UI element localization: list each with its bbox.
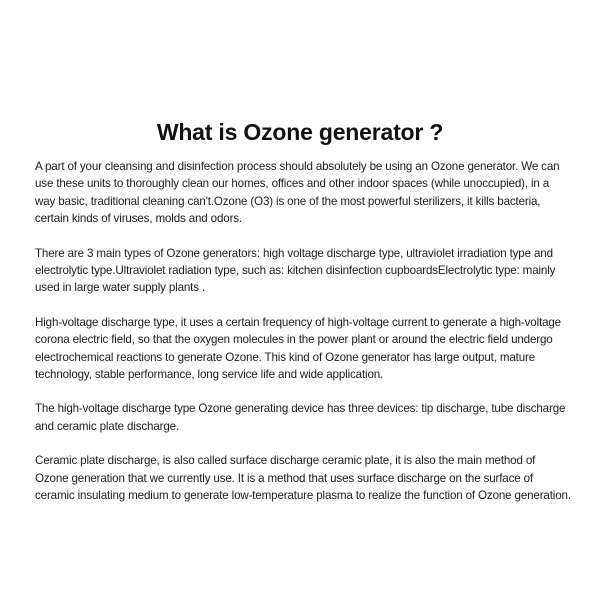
paragraph-high-voltage: High-voltage discharge type, it uses a certain frequency of high-voltage current to generate a high-voltage corona electric field, so that the oxygen molecules in the power plant or around the electric field undergo electrochemical reactions to generate Ozone. This kind of Ozone generator has large output, mature technology, stable performance, long service life and wide application. xyxy=(35,315,561,382)
paragraph-ceramic-plate: Ceramic plate discharge, is also called surface discharge ceramic plate, it is also the main method of Ozone generation that we currently use. It is a method that uses surface discharge on the surface of ceramic insulating medium to generate low-temperature plasma to realize the function of Ozone generation. xyxy=(35,454,571,503)
paragraph-devices: The high-voltage discharge type Ozone generating device has three devices: tip discharge, tube discharge and ceramic plate discharge. xyxy=(35,402,566,433)
article-title: What is Ozone generator ? xyxy=(156,119,444,145)
paragraph-intro: A part of your cleansing and disinfection process should absolutely be using an Ozone generator. We can use these units to thoroughly clean our homes, offices and other indoor spaces (while unoccupied), in a way basic, traditional cleaning can't.Ozone (O3) is one of the most powerful sterilizers, it kills bacteria, certain kinds of viruses, molds and odors. xyxy=(35,160,560,226)
article-body xyxy=(35,158,571,522)
paragraph-types: There are 3 main types of Ozone generators: high voltage discharge type, ultraviolet irradiation type and electrolytic type.Ultraviolet radiation type, such as: kitchen disinfection cupboardsElectrolytic type: mainly used in large water supply plants . xyxy=(35,246,556,295)
